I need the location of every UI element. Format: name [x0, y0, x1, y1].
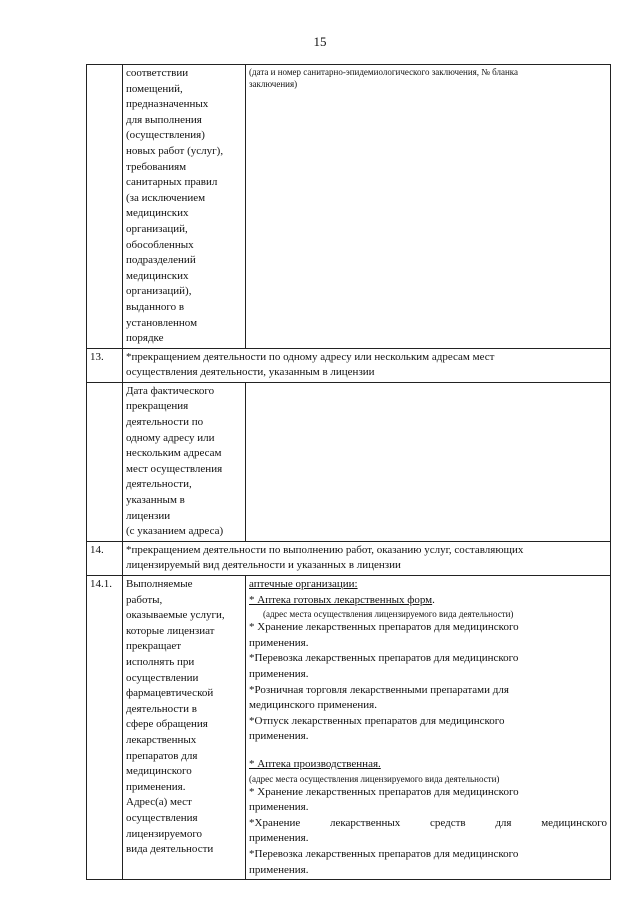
list-item: * Хранение лекарственных препаратов для медицинского	[249, 785, 519, 798]
license-table	[86, 64, 611, 880]
label-cell: соответствии помещений, предназначенных для выполнения (осуществления) новых работ (услуг), требованиям санитарных правил (за исключением медицинских организаций, обособленных подразделений медицинских организаций), выданного в установленном порядке	[123, 65, 246, 349]
list-item: *Отпуск лекарственных препаратов для медицинского	[249, 714, 505, 727]
table-row	[87, 348, 611, 382]
list-item: *Перевозка лекарственных препаратов для медицинского	[249, 652, 519, 665]
section-heading-cell: *прекращением деятельности по одному адресу или нескольким адресам мест осуществления деятельности, указанным в лицензии	[123, 348, 611, 382]
address-note: (адрес места осуществления лицензируемого вида деятельности)	[249, 773, 500, 784]
table-row	[87, 576, 611, 880]
pharmacy-title: * Аптека готовых лекарственных форм.	[249, 593, 435, 606]
number-cell	[87, 65, 123, 349]
note-text: заключения)	[249, 79, 298, 89]
pharmacy-title: * Аптека производственная.	[249, 757, 381, 770]
value-cell	[246, 382, 611, 541]
value-cell: аптечные организации: * Аптека готовых лекарственных форм. (адрес места осуществления лицензируемого вида деятельности) * Хранение лекарственных препаратов для медицинского применения. *Перевозка лекарственных препаратов для медицинского применения. *Розничная торговля лекарственными препаратами для медицинского применения. *Отпуск лекарственных препаратов для медицинского применения. * Аптека производственная. (адрес места осуществления лицензируемого вида деятельности) * Хранение лекарственных препаратов для медицинского применения. *Хранение лекарственных средств для медицинского применения. *Перевозка лекарственных препаратов для медицинского применения.	[246, 576, 611, 880]
address-note: (адрес места осуществления лицензируемого вида деятельности)	[263, 609, 514, 620]
section-heading-cell: *прекращением деятельности по выполнению работ, оказанию услуг, составляющих лицензируемый вид деятельности и указанных в лицензии	[123, 541, 611, 575]
number-cell: 13.	[87, 348, 123, 382]
list-item: * Хранение лекарственных препаратов для медицинского	[249, 621, 519, 634]
table-row	[87, 541, 611, 575]
list-item: *Хранение лекарственных средств для медицинского	[249, 816, 607, 829]
table-row	[87, 65, 611, 349]
list-item: *Розничная торговля лекарственными препаратами для	[249, 683, 509, 696]
list-item: *Перевозка лекарственных препаратов для медицинского	[249, 847, 519, 860]
organizations-heading: аптечные организации:	[249, 578, 358, 590]
number-cell: 14.	[87, 541, 123, 575]
table-row	[87, 382, 611, 541]
page-number: 15	[313, 34, 327, 49]
note-text: (дата и номер санитарно-эпидемиологического заключения, № бланка	[249, 67, 519, 77]
spacer	[249, 745, 607, 757]
number-cell	[87, 382, 123, 541]
value-cell	[246, 65, 611, 349]
label-cell: Выполняемые работы, оказываемые услуги, которые лицензиат прекращает исполнять при осуществлении фармацевтической деятельности в сфере обращения лекарственных препаратов для медицинского применения. Адрес(а) мест осуществления лицензируемого вида деятельности	[123, 576, 246, 880]
number-cell: 14.1.	[87, 576, 123, 880]
label-cell: Дата фактического прекращения деятельности по одному адресу или нескольким адресам мест осуществления деятельности, указанным в лицензии (с указанием адреса)	[123, 382, 246, 541]
